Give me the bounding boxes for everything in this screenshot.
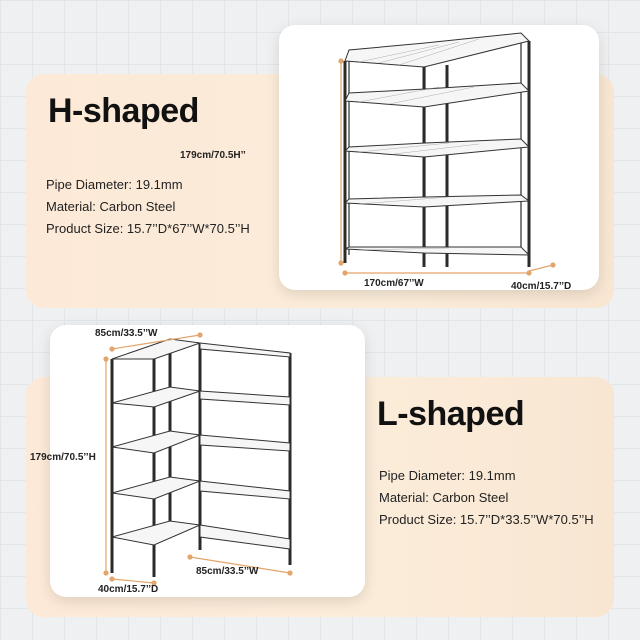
h-spec-product-size: Product Size: 15.7’’D*67’’W*70.5’’H: [46, 221, 250, 236]
h-shaped-specs: [46, 174, 250, 240]
l-spec-material: Material: Carbon Steel: [379, 490, 509, 505]
l-shaped-specs: [379, 465, 594, 531]
h-spec-material: Material: Carbon Steel: [46, 199, 176, 214]
l-top-width-dimension-label: 85cm/33.5’’W: [95, 328, 158, 339]
l-shaped-shelf-drawing: [50, 325, 365, 597]
l-height-dimension-label: 179cm/70.5’’H: [30, 452, 96, 463]
l-shaped-product-image: [50, 325, 365, 597]
h-shaped-title: H-shaped: [48, 92, 199, 130]
l-shaped-title: L-shaped: [377, 395, 525, 433]
h-shaped-product-image: [279, 25, 599, 290]
h-shaped-shelf-drawing: [279, 25, 599, 290]
h-height-dimension-label: 179cm/70.5H’’: [180, 150, 246, 161]
l-spec-product-size: Product Size: 15.7’’D*33.5’’W*70.5’’H: [379, 512, 594, 527]
h-width-dimension-label: 170cm/67’’W: [364, 278, 424, 289]
h-depth-dimension-label: 40cm/15.7’’D: [511, 281, 572, 292]
l-bottom-width-dimension-label: 85cm/33.5’’W: [196, 566, 259, 577]
l-spec-pipe-diameter: Pipe Diameter: 19.1mm: [379, 468, 516, 483]
h-spec-pipe-diameter: Pipe Diameter: 19.1mm: [46, 177, 183, 192]
l-depth-dimension-label: 40cm/15.7’’D: [98, 584, 159, 595]
